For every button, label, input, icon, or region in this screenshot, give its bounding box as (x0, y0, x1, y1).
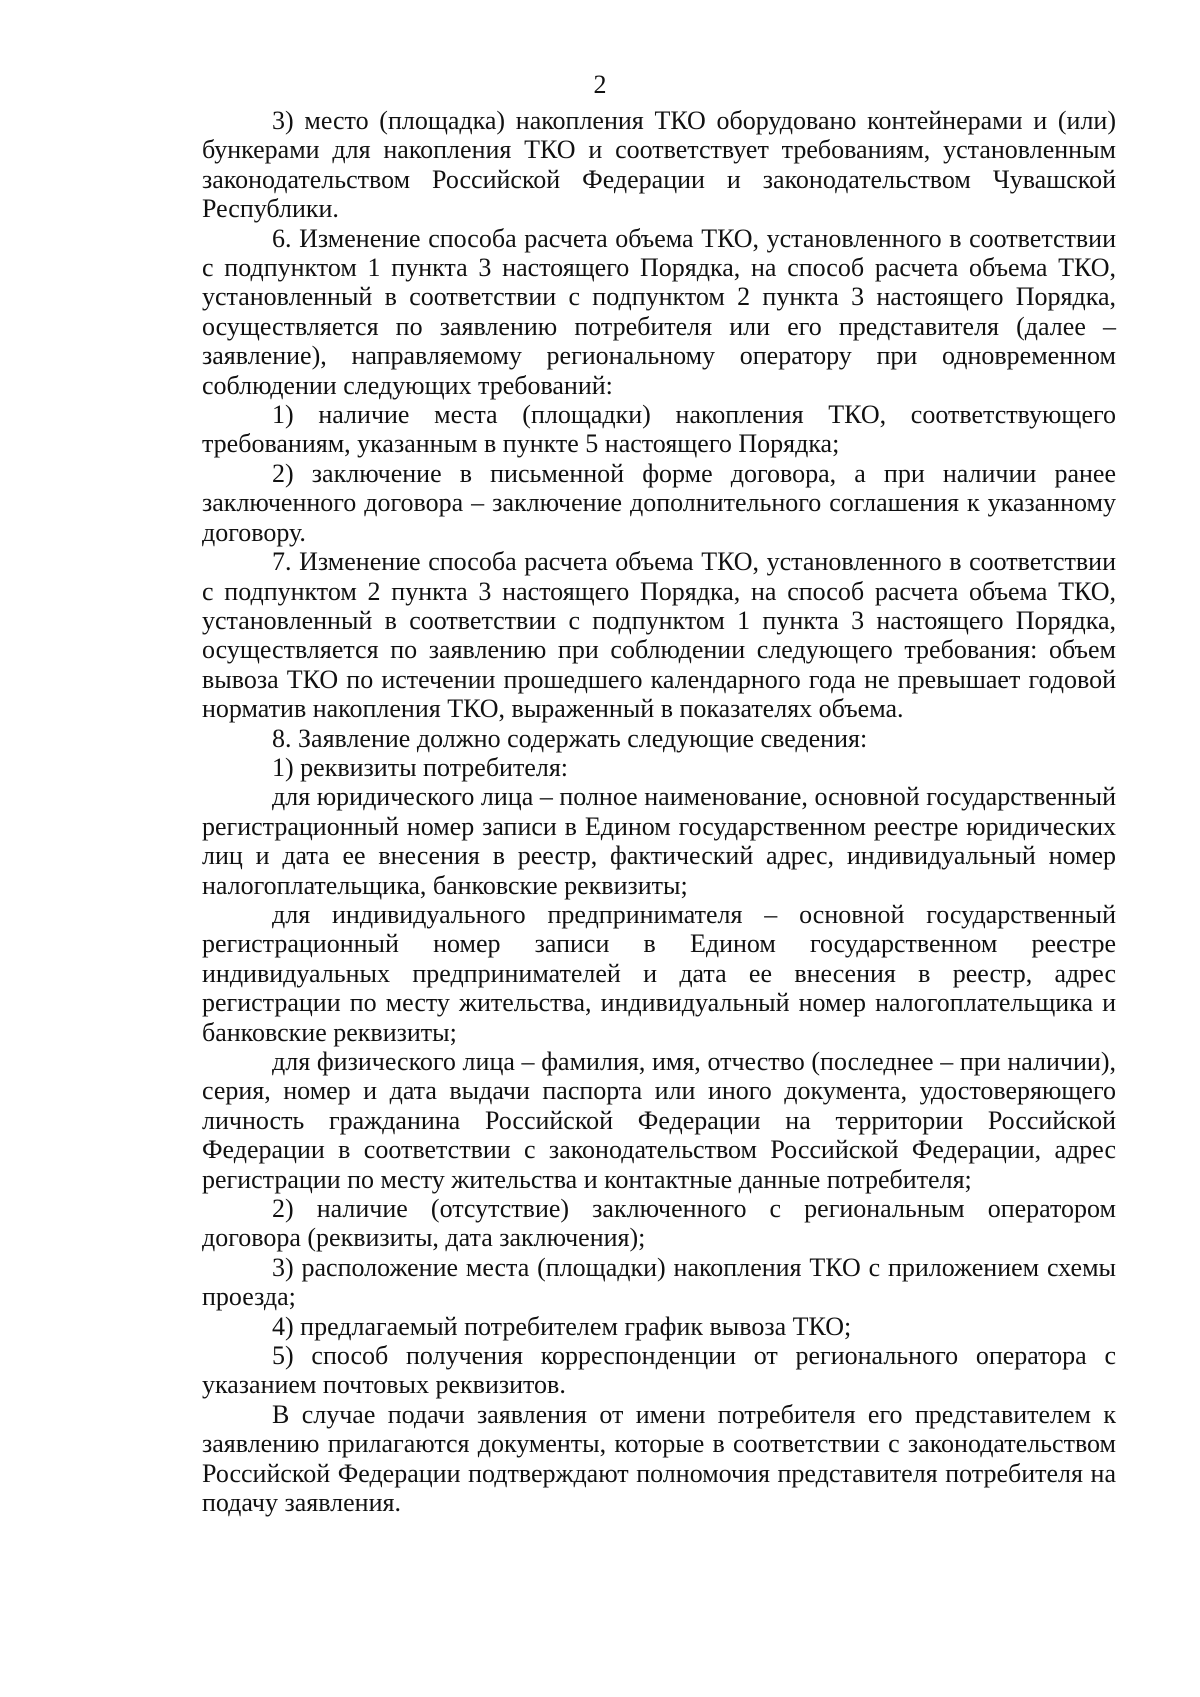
paragraph-section-8-item-1: 1) реквизиты потребителя: (272, 752, 569, 782)
paragraph-section-6-item-1: 1) наличие места (площадки) накопления ТКО, соответствующего требованиям, указанным в пункте 5 настоящего Порядка; (202, 400, 1116, 459)
paragraph-section-7: 7. Изменение способа расчета объема ТКО, установленного в соответствии с подпунктом 2 пункта 3 настоящего Порядка, на способ расчета объема ТКО, установленный в соответствии с подпунктом 1 пункта 3 настоящего Порядка, осуществляется по заявлению при соблюдении следующего требования: объем вывоза ТКО по истечении прошедшего календарного года не превышает годовой норматив накопления ТКО, выраженный в показателях объема. (202, 547, 1116, 724)
paragraph-section-8-item-2: 2) наличие (отсутствие) заключенного с региональным оператором договора (реквизиты, дата заключения); (202, 1194, 1116, 1253)
paragraph-section-6: 6. Изменение способа расчета объема ТКО, установленного в соответствии с подпунктом 1 пункта 3 настоящего Порядка, на способ расчета объема ТКО, установленный в соответствии с подпунктом 2 пункта 3 настоящего Порядка, осуществляется по заявлению потребителя или его представителя (далее – заявление), направляемому региональному оператору при одновременном соблюдении следующих требований: (202, 223, 1116, 400)
paragraph-section-6-item-2: 2) заключение в письменной форме договора, а при наличии ранее заключенного договора – заключение дополнительного соглашения к указанному договору. (202, 458, 1116, 547)
paragraph-section-8-item-3: 3) расположение места (площадки) накопления ТКО с приложением схемы проезда; (202, 1252, 1116, 1312)
document-body (202, 106, 1116, 1518)
paragraph-item-3-container-equipment: 3) место (площадка) накопления ТКО оборудовано контейнерами и (или) бункерами для накопления ТКО и соответствует требованиям, установленным законодательством Российской Федерации и законодательством Чувашской Республики. (202, 106, 1116, 224)
paragraph-section-8: 8. Заявление должно содержать следующие сведения: (272, 723, 868, 753)
paragraph-section-8-item-5: 5) способ получения корреспонденции от регионального оператора с указанием почтовых реквизитов. (202, 1341, 1116, 1400)
page-number: 2 (593, 70, 607, 99)
paragraph-legal-entity: для юридического лица – полное наименование, основной государственный регистрационный номер записи в Едином государственном реестре юридических лиц и дата ее внесения в реестр, фактический адрес, индивидуальный номер налогоплательщика, банковские реквизиты; (202, 782, 1116, 900)
paragraph-section-8-item-4: 4) предлагаемый потребителем график вывоза ТКО; (272, 1311, 852, 1341)
paragraph-representative: В случае подачи заявления от имени потребителя его представителем к заявлению прилагаются документы, которые в соответствии с законодательством Российской Федерации подтверждают полномочия представителя потребителя на подачу заявления. (202, 1399, 1116, 1518)
paragraph-individual-entrepreneur: для индивидуального предпринимателя – основной государственный регистрационный номер записи в Едином государственном реестре индивидуальных предпринимателей и дата ее внесения в реестр, адрес регистрации по месту жительства, индивидуальный номер налогоплательщика и банковские реквизиты; (202, 899, 1116, 1047)
paragraph-natural-person: для физического лица – фамилия, имя, отчество (последнее – при наличии), серия, номер и дата выдачи паспорта или иного документа, удостоверяющего личность гражданина Российской Федерации на территории Российской Федерации в соответствии с законодательством Российской Федерации, адрес регистрации по месту жительства и контактные данные потребителя; (202, 1047, 1116, 1194)
